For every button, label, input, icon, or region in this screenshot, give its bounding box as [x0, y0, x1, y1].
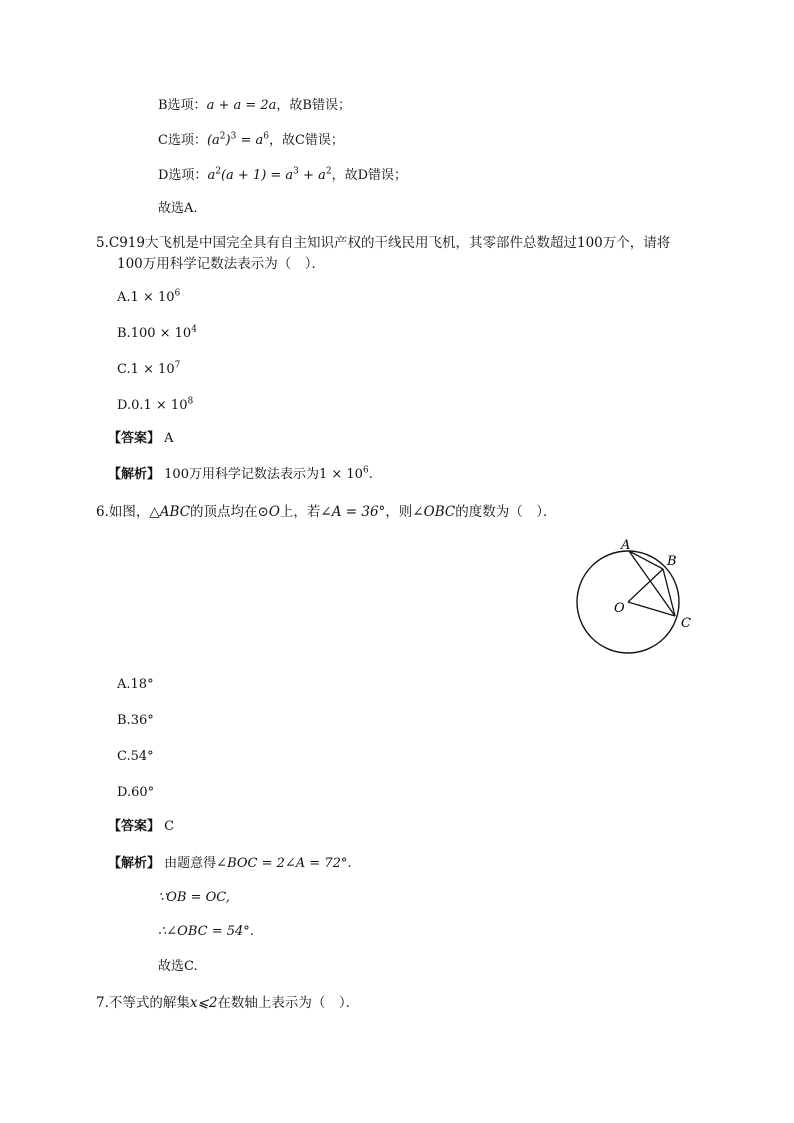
solution-c-suffix: ，故C错误；: [268, 133, 344, 148]
q6-prefix: 6.如图，: [96, 504, 150, 520]
q6-option-label: B.: [117, 713, 131, 728]
q6-analysis-line1: [108, 855, 352, 873]
solution-option-c: [158, 132, 344, 150]
q5-option-d: [117, 397, 193, 415]
q6-angle-obc: ∠OBC: [412, 504, 456, 520]
q6-option-label: D.: [117, 785, 132, 800]
q5-option-exp: 6: [174, 288, 181, 299]
solution-conclusion: 故选A.: [158, 201, 198, 216]
analysis-tag: 【解析】: [108, 856, 161, 871]
answer-value: A: [164, 431, 174, 446]
q5-option-a: [117, 289, 180, 307]
q6-circle-figure: [560, 528, 710, 663]
q6-option-c: [117, 748, 154, 766]
q5-option-exp: 7: [174, 360, 181, 371]
q7-stem: [96, 994, 359, 1012]
q7-math: x⩽2: [189, 995, 218, 1011]
q6-option-value: 60°: [131, 785, 155, 800]
q5-stem-line1: 5.C919大飞机是中国完全具有自主知识产权的干线民用飞机，其零部件总数超过100万个，请将: [96, 235, 671, 251]
q5-option-label: A.: [117, 290, 131, 305]
q5-option-label: D.: [117, 398, 132, 413]
q7-text-a: 7.不等式的解集: [96, 995, 190, 1011]
q5-option-b: [117, 325, 197, 343]
label-o: O: [614, 601, 625, 616]
solution-d-prefix: D选项：: [158, 168, 208, 183]
segment-oc: [628, 602, 675, 616]
solution-option-d: [158, 167, 407, 185]
q6-analysis-line3: ∴∠OBC = 54°.: [158, 924, 254, 939]
q6-mid1: 的顶点均在: [190, 504, 258, 520]
solution-d-sup2: 3: [293, 166, 299, 177]
label-b: B: [667, 554, 677, 569]
label-a: A: [621, 538, 631, 553]
solution-d-math-a: a: [207, 168, 216, 183]
q6-mid3: ，则: [385, 504, 413, 520]
solution-c-math-close: ): [225, 133, 231, 148]
analysis-text: 由题意得: [164, 856, 217, 871]
solution-c-sup1: 2: [219, 131, 226, 142]
analysis-tag: 【解析】: [108, 467, 161, 482]
solution-c-sup2: 3: [230, 131, 237, 142]
solution-c-math-rhs: = a: [236, 133, 264, 148]
q6-option-value: 54°: [130, 749, 154, 764]
solution-d-math-mid: (a + 1) = a: [220, 168, 294, 183]
q5-answer: [108, 430, 174, 448]
q5-option-base: 100 × 10: [130, 326, 192, 341]
solution-option-b: [158, 97, 351, 115]
q7-text-b: 在数轴上表示为（ ）．: [217, 995, 360, 1011]
analysis-end: .: [368, 467, 373, 482]
segment-bc: [663, 569, 675, 616]
answer-tag: 【答案】: [108, 819, 161, 834]
solution-d-sup3: 2: [325, 166, 332, 177]
q6-stem: [96, 503, 556, 521]
q5-stem-line2: 100万用科学记数法表示为（ ）．: [117, 256, 326, 272]
q5-option-exp: 8: [187, 396, 194, 407]
q5-option-base: 0.1 × 10: [131, 398, 188, 413]
q5-option-c: [117, 361, 180, 379]
q5-option-label: C.: [117, 362, 131, 377]
answer-tag: 【答案】: [108, 431, 161, 446]
label-c: C: [681, 616, 691, 631]
q5-option-base: 1 × 10: [130, 290, 175, 305]
q6-circle: ⊙O: [257, 504, 280, 520]
q6-option-b: [117, 712, 154, 730]
q6-option-label: C.: [117, 749, 131, 764]
q6-option-d: [117, 784, 154, 802]
solution-c-math-base: (a: [206, 133, 220, 148]
solution-b-math: a + a = 2a: [206, 98, 277, 113]
q6-analysis-line2: ∵OB = OC,: [158, 890, 230, 905]
solution-c-sup3: 6: [263, 131, 269, 142]
q6-triangle: △ABC: [149, 504, 191, 520]
answer-value: C: [164, 819, 175, 834]
q6-option-value: 18°: [130, 677, 154, 692]
solution-d-suffix: ，故D错误；: [331, 168, 407, 183]
q5-option-base: 1 × 10: [130, 362, 175, 377]
analysis-math: ∠BOC = 2∠A = 72°.: [216, 856, 352, 871]
solution-d-math-plus: + a: [298, 168, 326, 183]
solution-d-sup1: 2: [215, 166, 221, 177]
q6-option-value: 36°: [130, 713, 154, 728]
solution-c-prefix: C选项：: [158, 133, 207, 148]
q6-option-label: A.: [117, 677, 131, 692]
q6-analysis-line4: 故选C.: [158, 959, 198, 974]
q5-option-exp: 4: [191, 324, 197, 335]
q6-mid2: 上，若: [279, 504, 321, 520]
q5-option-label: B.: [117, 326, 131, 341]
analysis-math: 1 × 10: [318, 467, 363, 482]
analysis-text: 100万用科学记数法表示为: [164, 467, 319, 482]
solution-b-suffix: ，故B错误；: [276, 98, 351, 113]
analysis-exp: 6: [362, 465, 369, 476]
solution-b-prefix: B选项：: [158, 98, 207, 113]
q6-angle-a: ∠A = 36°: [320, 504, 386, 520]
q6-option-a: [117, 676, 154, 694]
q6-answer: [108, 818, 174, 836]
q6-end: 的度数为（ ）．: [455, 504, 557, 520]
q5-analysis: [108, 466, 373, 484]
